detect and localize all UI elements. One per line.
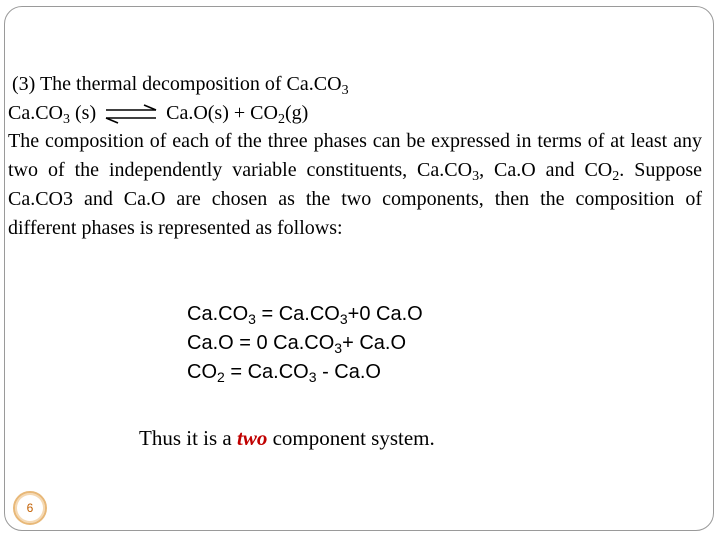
explanation-paragraph: The composition of each of the three phases can be expressed in terms of at least any two of the independently variable constituents, $Ca.CO_3$, Ca.O and $CO_2$. Suppose Ca.CO3 and Ca.O are chosen as the two components, then the composition of different phases is represented as follows: <box>8 130 702 239</box>
section-heading: (3) The thermal decomposition of $Ca.CO_3$ <box>12 73 349 98</box>
composition-formulas <box>187 300 423 387</box>
formula-co2: $CO_2 = Ca.CO_3 - Ca.O$ <box>187 361 381 385</box>
conclusion-text: Thus it is a two component system. <box>139 426 435 450</box>
equilibrium-arrows-icon <box>100 104 162 124</box>
formula-cao: Ca.O = 0 $Ca.CO_3+ Ca.O$ <box>187 332 406 356</box>
emphasis-word: two <box>237 426 268 450</box>
formula-caco3: $Ca.CO_3 = Ca.CO_3+0$ Ca.O <box>187 303 423 327</box>
page-number-badge: 6 <box>13 491 47 525</box>
reaction-equation: $Ca.CO_3$ (s) $Ca.O(s) + CO_2(g)$ <box>8 102 309 127</box>
